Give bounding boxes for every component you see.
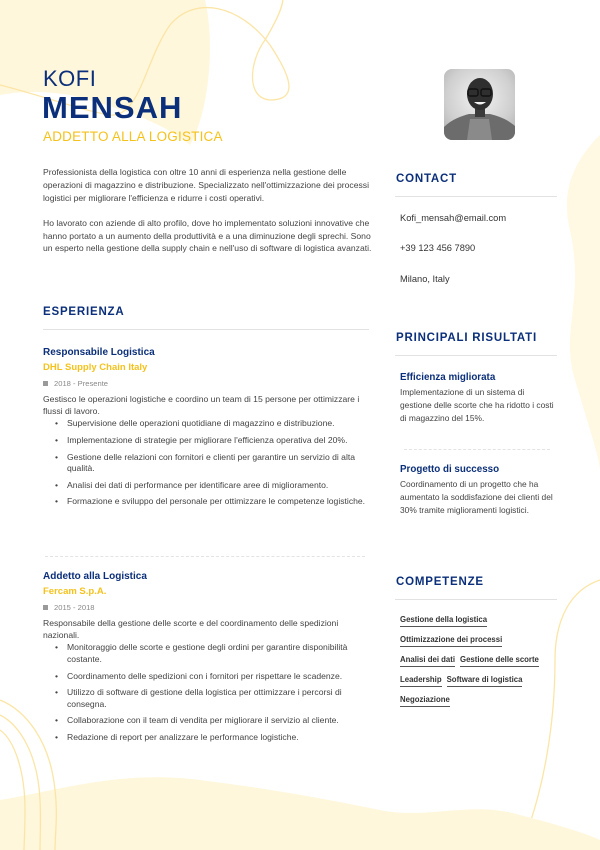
result-title: Efficienza migliorata [400,372,496,383]
person-portrait-icon [444,69,515,140]
skills-section-title: COMPETENZE [396,576,484,588]
result-text: Implementazione di un sistema di gestione delle scorte che ha ridotto i costi di magazzino del 15%. [400,387,554,423]
job-bullet: • Monitoraggio delle scorte e gestione degli ordini per garantire disponibilità costante. [55,642,373,665]
job-entry [43,571,373,749]
job-company: Fercam S.p.A. [43,586,107,597]
job-divider [45,556,365,557]
contact-section-title: CONTACT [396,173,457,185]
job-bullet: • Implementazione di strategie per migliorare l'efficienza operativa del 20%. [55,435,373,447]
contact-location: Milano, Italy [400,274,450,284]
experience-section-title: ESPERIENZA [43,306,125,318]
job-description: Responsabile della gestione delle scorte e del coordinamento delle spedizioni nazionali. [43,618,339,641]
job-description: Gestisco le operazioni logistiche e coordino un team di 15 persone per ottimizzare i flussi di lavoro. [43,394,360,417]
job-dates [43,379,373,388]
summary-paragraph: Ho lavorato con aziende di alto profilo, dove ho implementato soluzioni innovative che hanno portato a un aumento della produttività e a una diminuzione degli sprechi. Sono un esperto nella gestione della supply chain e nell'uso di software di logistica avanzati. [43,217,372,254]
job-company: DHL Supply Chain Italy [43,362,148,373]
contact-phone[interactable]: +39 123 456 7890 [400,243,476,253]
job-bullet-list [55,642,373,743]
result-divider [404,449,550,450]
skill-tag: Leadership [400,675,442,687]
job-title: ADDETTO ALLA LOGISTICA [43,129,223,144]
job-dates-text: 2015 - 2018 [54,603,95,612]
first-name: KOFI [43,66,97,91]
skill-tag: Analisi dei dati [400,655,455,667]
job-role: Responsabile Logistica [43,347,155,358]
result-item [400,464,555,516]
job-role: Addetto alla Logistica [43,571,147,582]
result-item [400,372,555,424]
job-bullet: • Formazione e sviluppo del personale per ottimizzare le competenze logistiche. [55,496,373,508]
skill-tag: Software di logistica [447,675,523,687]
job-dates [43,603,373,612]
calendar-icon [43,605,48,610]
last-name: MENSAH [42,90,183,125]
skill-tag: Gestione della logistica [400,615,487,627]
contact-email[interactable]: Kofi_mensah@email.com [400,213,507,223]
section-divider [43,329,369,330]
job-bullet: • Gestione delle relazioni con fornitori e clienti per garantire un servizio di alta qualità. [55,452,373,475]
section-divider [395,599,557,600]
section-divider [395,355,557,356]
skills-list [400,615,560,715]
profile-summary [43,166,373,255]
summary-paragraph: Professionista della logistica con oltre 10 anni di esperienza nella gestione delle operazioni di magazzino e distribuzione. Specializzato nell'ottimizzazione dei processi logistici per migliorare l'efficienza e ridurre i costi operativi. [43,167,369,203]
job-bullet-list [55,418,373,508]
skill-tag: Gestione delle scorte [460,655,539,667]
job-bullet: • Redazione di report per analizzare le performance logistiche. [55,732,373,744]
result-title: Progetto di successo [400,464,500,475]
job-bullet: • Analisi dei dati di performance per identificare aree di miglioramento. [55,480,373,492]
job-entry [43,347,373,513]
job-dates-text: 2018 - Presente [54,379,109,388]
section-divider [395,196,557,197]
results-section-title: PRINCIPALI RISULTATI [396,332,538,344]
result-text: Coordinamento di un progetto che ha aumentato la soddisfazione dei clienti del 30% tramite miglioramenti logistici. [400,479,553,515]
profile-photo [444,69,515,140]
skill-tag: Negoziazione [400,695,450,707]
job-bullet: • Utilizzo di software di gestione della logistica per ottimizzare i percorsi di consegna. [55,687,373,710]
skill-tag: Ottimizzazione dei processi [400,635,502,647]
calendar-icon [43,381,48,386]
job-bullet: • Collaborazione con il team di vendita per migliorare il servizio al cliente. [55,715,373,727]
job-bullet: • Coordinamento delle spedizioni con i fornitori per rispettare le scadenze. [55,671,373,683]
job-bullet: • Supervisione delle operazioni quotidiane di magazzino e distribuzione. [55,418,373,430]
